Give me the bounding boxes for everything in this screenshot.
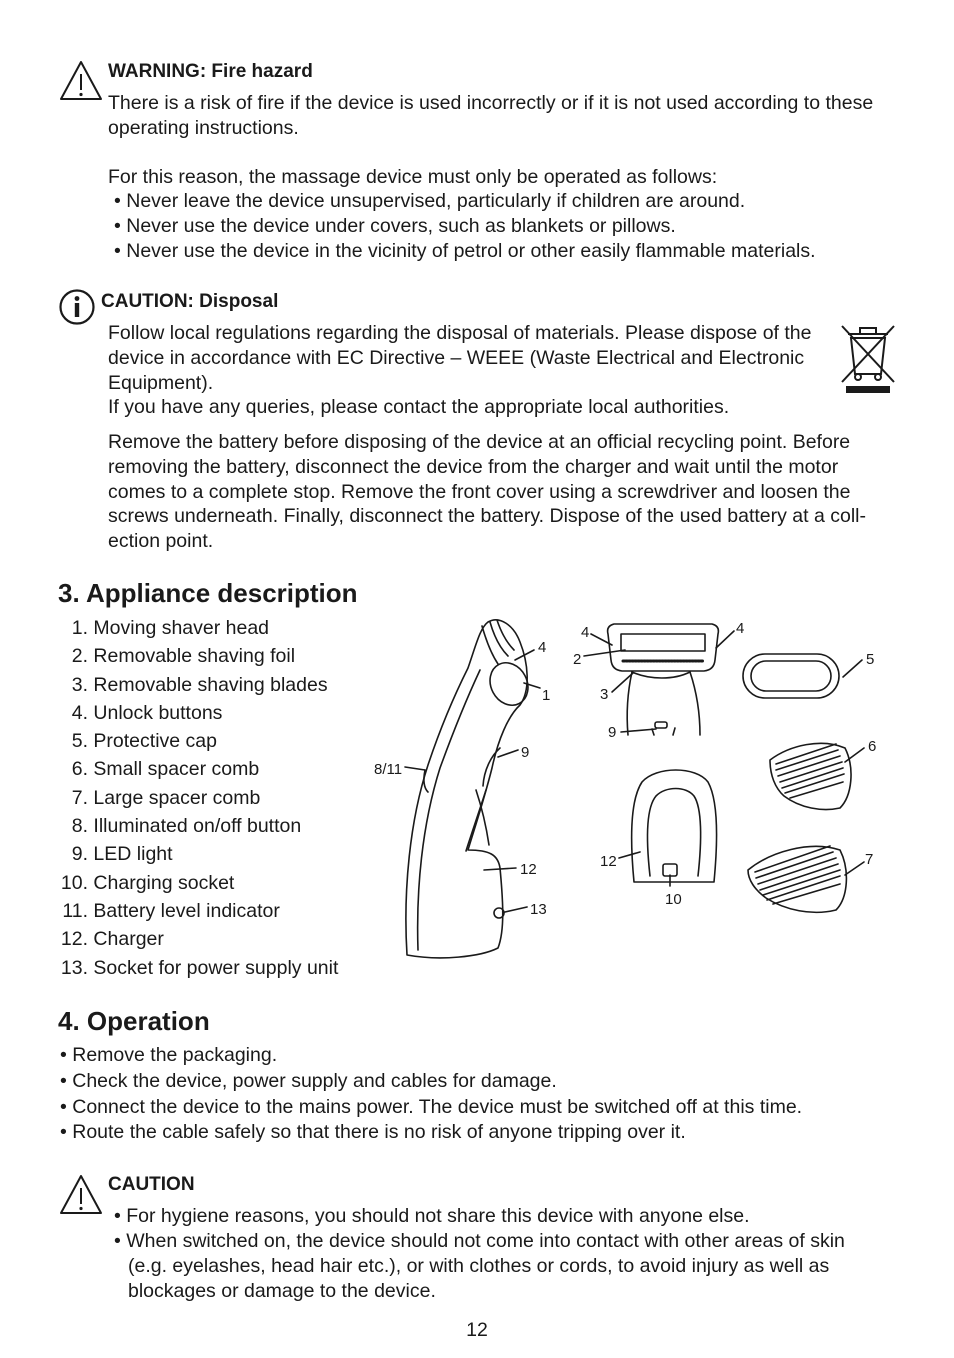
protective-cap-drawing — [743, 654, 839, 698]
list-item: 11. Battery level indicator — [62, 899, 280, 922]
caution-disposal-para2: Remove the battery before disposing of the device at an official recycling point. Before removing the battery, disconnect the device from the charger and wait until the motor comes to a complete stop. Remove the front cover using a screwdriver and loosen the screws underneath. Finally, disconnect the battery. Dispose of the used battery at a coll- ection point. — [108, 431, 867, 553]
operation-bullets — [60, 1043, 802, 1146]
callout-12-charger: 12 — [600, 853, 617, 870]
warning-fire-title: WARNING: Fire hazard — [108, 61, 313, 82]
callout-13: 13 — [530, 901, 547, 918]
warning-triangle-icon — [58, 58, 104, 104]
list-item: • Connect the device to the mains power. The device must be switched off at this time. — [60, 1095, 803, 1118]
list-item: 7. Large spacer comb — [71, 786, 261, 809]
callout-8-11: 8/11 — [374, 761, 403, 778]
list-item: • Route the cable safely so that there is no risk of anyone tripping over it. — [60, 1121, 686, 1144]
callout-3: 3 — [600, 686, 609, 703]
info-icon — [58, 288, 96, 326]
list-item: 5. Protective cap — [71, 730, 217, 753]
warning-fire-lead: For this reason, the massage device must only be operated as follows: — [108, 166, 718, 188]
list-item: • Never use the device under covers, such as blankets or pillows. — [114, 214, 676, 237]
callout-7: 7 — [865, 851, 874, 868]
shaver-body-drawing — [406, 620, 535, 958]
callout-5: 5 — [866, 651, 875, 668]
list-item: 13. Socket for power supply unit — [60, 956, 339, 979]
list-item: 6. Small spacer comb — [71, 758, 260, 781]
list-item: 8. Illuminated on/off button — [71, 815, 302, 838]
callout-2: 2 — [573, 651, 582, 668]
small-spacer-comb-drawing — [770, 743, 851, 809]
large-spacer-comb-drawing — [748, 846, 846, 912]
callout-4-head-right: 4 — [736, 620, 745, 637]
callout-12-body: 12 — [520, 861, 537, 878]
list-item: 4. Unlock buttons — [71, 701, 223, 724]
caution-hygiene-bullet-2: • When switched on, the device should not come into contact with other areas of skin (e.g. eyelashes, head hair etc.), or with clothes or cords, to avoid injury as well as blockages or damage to the device. — [114, 1230, 845, 1302]
list-item: • Never use the device in the vicinity of petrol or other easily flammable materials. — [114, 239, 816, 262]
list-item: 1. Moving shaver head — [71, 617, 270, 639]
appliance-parts-list — [58, 616, 338, 984]
warning-fire-intro: There is a risk of fire if the device is used incorrectly or if it is not used according to these operating instructions. — [108, 92, 874, 139]
appliance-diagram — [360, 610, 900, 980]
caution-triangle-icon — [58, 1172, 104, 1218]
list-item: 10. Charging socket — [60, 871, 235, 894]
warning-fire-bullets — [114, 189, 816, 263]
charger-drawing — [632, 770, 717, 882]
caution-disposal-title: CAUTION: Disposal — [101, 291, 279, 312]
list-item: 2. Removable shaving foil — [71, 645, 296, 668]
callout-10: 10 — [665, 891, 682, 908]
list-item: • Never leave the device unsupervised, particularly if children are around. — [114, 190, 746, 212]
caution-hygiene-title: CAUTION — [108, 1174, 195, 1195]
weee-crossed-bin-icon — [838, 322, 898, 396]
page-number: 12 — [466, 1319, 488, 1341]
list-item: 12. Charger — [60, 928, 164, 951]
list-item: 3. Removable shaving blades — [71, 673, 328, 696]
shaver-head-drawing — [608, 624, 719, 735]
list-item: • Check the device, power supply and cables for damage. — [60, 1069, 557, 1092]
list-item: • Remove the packaging. — [60, 1044, 278, 1066]
appliance-heading: 3. Appliance description — [58, 578, 358, 608]
callout-9-head: 9 — [608, 724, 617, 741]
list-item: 9. LED light — [71, 843, 173, 866]
callout-6: 6 — [868, 738, 877, 755]
caution-hygiene-bullet-1: • For hygiene reasons, you should not share this device with anyone else. — [114, 1205, 750, 1227]
callout-1: 1 — [542, 687, 551, 704]
callout-4-left: 4 — [538, 639, 547, 656]
callout-4-head-left: 4 — [581, 624, 590, 641]
caution-disposal-para1: Follow local regulations regarding the disposal of materials. Please dispose of the device in accordance with EC Directive – WEEE (Waste Electrical and Electronic Equipment). If you have any queries, please contact the appropriate local authorities. — [108, 322, 812, 419]
callout-9-body: 9 — [521, 744, 530, 761]
operation-heading: 4. Operation — [58, 1006, 210, 1036]
